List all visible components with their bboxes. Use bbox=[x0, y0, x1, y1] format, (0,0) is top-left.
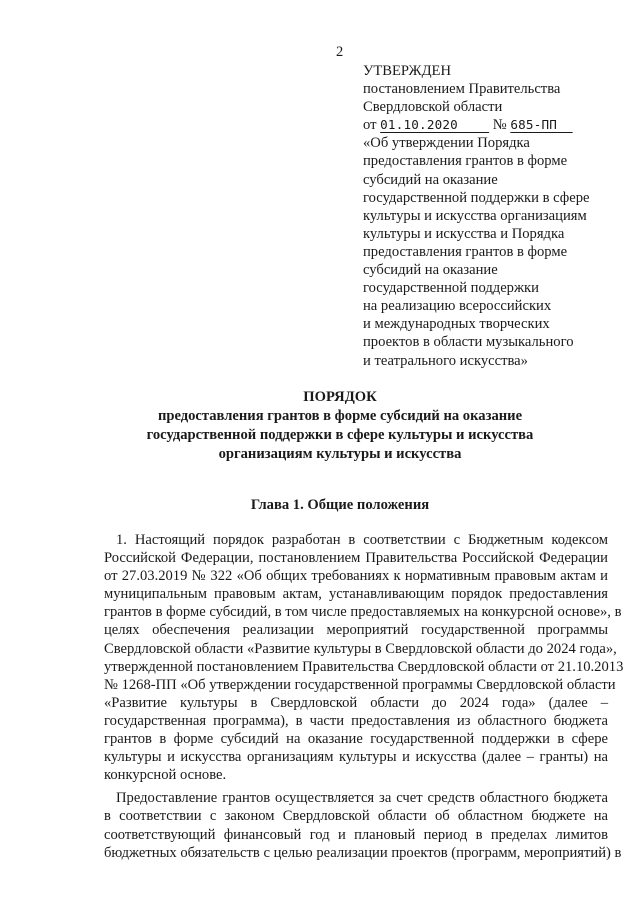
approval-subject-line: субсидий на оказание bbox=[363, 262, 498, 279]
document-body bbox=[104, 531, 624, 862]
approval-subject-line: проектов в области музыкального bbox=[363, 334, 574, 351]
approval-subject-line: предоставления грантов в форме bbox=[363, 153, 568, 170]
number-prefix: № bbox=[492, 117, 507, 134]
chapter-heading: Глава 1. Общие положения bbox=[250, 497, 430, 513]
title-line: предоставления грантов в форме субсидий на оказание bbox=[157, 407, 523, 424]
approval-subject-line: «Об утверждении Порядка bbox=[363, 135, 530, 152]
paragraph-line: культуры и искусства организациям культуры и искусства (далее – гранты) на bbox=[104, 749, 608, 766]
title-line: организациям культуры и искусства bbox=[218, 445, 462, 462]
paragraph-line: в соответствии с законом Свердловской области об областном бюджете на bbox=[104, 808, 608, 825]
paragraph-line: Свердловской области «Развитие культуры в Свердловской области до 2024 года», bbox=[104, 640, 617, 657]
approval-subject-line: культуры и искусства организациям bbox=[363, 207, 587, 224]
date-value: 01.10.2020 bbox=[380, 117, 458, 133]
title-main: ПОРЯДОК bbox=[303, 389, 377, 405]
paragraph-line: грантов в форме субсидий на оказание государственной поддержки в сфере bbox=[104, 731, 608, 748]
approval-subject-line: и международных творческих bbox=[363, 316, 550, 333]
approval-heading: УТВЕРЖДЕН bbox=[363, 63, 451, 79]
paragraph-line: грантов в форме субсидий, в том числе предоставляемых на конкурсной основе», в bbox=[104, 604, 622, 621]
date-prefix: от bbox=[363, 117, 377, 134]
paragraph bbox=[104, 789, 622, 861]
paragraph-line: бюджетных обязательств с целью реализации проектов (программ, мероприятий) в bbox=[104, 844, 622, 861]
approval-subject-line: предоставления грантов в форме bbox=[363, 243, 568, 260]
approval-subject-line: государственной поддержки bbox=[363, 280, 539, 297]
approval-subject-line: на реализацию всероссийских bbox=[363, 298, 552, 315]
approval-subject-line: субсидий на оказание bbox=[363, 171, 498, 188]
approval-line: постановлением Правительства bbox=[363, 81, 561, 98]
paragraph-line: соответствующий финансовый год и плановый период в пределах лимитов bbox=[104, 826, 608, 843]
paragraph-line: Предоставление грантов осуществляется за счет средств областного бюджета bbox=[116, 790, 608, 807]
paragraph-line: государственная программа), в части предоставления из областного бюджета bbox=[104, 712, 608, 729]
approval-date-line bbox=[363, 116, 623, 134]
approval-subject-line: государственной поддержки в сфере bbox=[363, 189, 590, 206]
approval-subject bbox=[363, 134, 623, 369]
paragraph-line: муниципальным правовым актам, устанавливающим порядок предоставления bbox=[104, 586, 608, 603]
approval-line: Свердловской области bbox=[363, 99, 503, 116]
paragraph-line: № 1268-ПП «Об утверждении государственной программы Свердловской области bbox=[104, 676, 616, 693]
number-value: 685-ПП bbox=[510, 117, 558, 133]
paragraph-line: целях обеспечения реализации мероприятий государственной программы bbox=[104, 622, 608, 639]
document-title bbox=[100, 388, 580, 464]
paragraph-line: 1. Настоящий порядок разработан в соответствии с Бюджетным кодексом bbox=[116, 532, 608, 548]
approval-subject-line: и театрального искусства» bbox=[363, 352, 528, 369]
paragraph bbox=[104, 531, 624, 784]
title-line: государственной поддержки в сфере культуры и искусства bbox=[146, 426, 534, 443]
paragraph-line: Российской Федерации, постановлением Правительства Российской Федерации bbox=[104, 550, 608, 567]
paragraph-line: конкурсной основе. bbox=[104, 767, 227, 784]
approval-subject-line: культуры и искусства и Порядка bbox=[363, 225, 565, 242]
approval-stamp bbox=[363, 62, 623, 370]
paragraph-line: утвержденной постановлением Правительства Свердловской области от 21.10.2013 bbox=[104, 658, 624, 675]
paragraph-line: от 27.03.2019 № 322 «Об общих требованиях к нормативным правовым актам и bbox=[104, 568, 608, 585]
page-number: 2 bbox=[336, 44, 344, 60]
paragraph-line: «Развитие культуры в Свердловской области до 2024 года» (далее – bbox=[104, 694, 608, 711]
